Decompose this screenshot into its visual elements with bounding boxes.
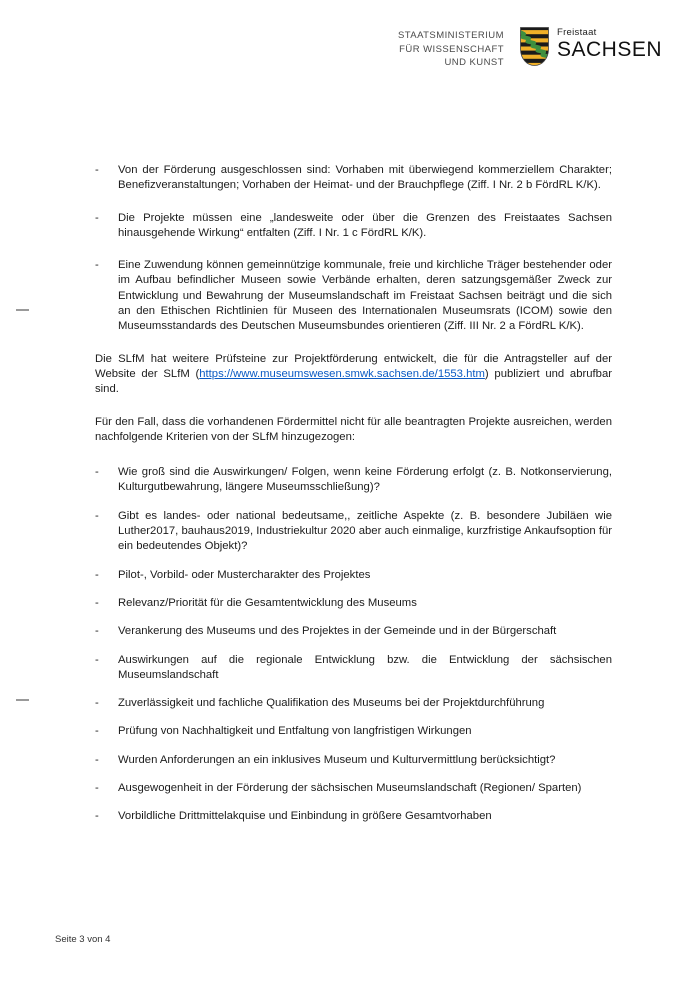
bullet-text: Zuverlässigkeit und fachliche Qualifikation des Museums bei der Projektdurchführung [118, 697, 545, 710]
bullet-text: Relevanz/Priorität für die Gesamtentwicklung des Museums [118, 596, 417, 609]
bullet-dash: - [95, 509, 99, 522]
ministry-line-1: STAATSMINISTERIUM [397, 30, 504, 41]
list-item [95, 809, 612, 824]
bullet-text: Wie groß sind die Auswirkungen/ Folgen, wenn keine Förderung erfolgt (z. B. Notkonservierung, Kulturgutbewahrung, längere Museumsschließung)? [118, 466, 612, 494]
list-item [95, 596, 612, 611]
paragraph-text-after-link: ) publiziert und abrufbar sind. [95, 367, 612, 396]
bullet-dash: - [95, 782, 99, 795]
document-body [95, 163, 612, 838]
bullet-text: Ausgewogenheit in der Förderung der sächsischen Museumslandschaft (Regionen/ Sparten) [118, 782, 582, 795]
state-label [557, 26, 662, 62]
coat-of-arms-icon [519, 26, 550, 67]
state-prefix: Freistaat [556, 27, 597, 38]
fold-mark [16, 309, 29, 311]
bullet-dash: - [95, 810, 99, 823]
bullet-list-criteria [95, 465, 612, 824]
list-item [95, 163, 612, 194]
bullet-text: Die Projekte müssen eine „landesweite oder über die Grenzen des Freistaates Sachsen hinausgehende Wirkung“ entfalten (Ziff. I Nr. 1 c FördRL K/K). [118, 211, 612, 239]
list-item [95, 211, 612, 242]
list-item [95, 753, 612, 768]
list-item [95, 696, 612, 711]
saxony-brand [519, 26, 662, 67]
list-item [95, 781, 612, 796]
list-item [95, 258, 612, 334]
bullet-text: Verankerung des Museums und des Projektes in der Gemeinde und in der Bürgerschaft [118, 625, 557, 638]
bullet-text: Von der Förderung ausgeschlossen sind: Vorhaben mit überwiegend kommerziellem Charakter; Benefizveranstaltungen; Vorhaben der Heimat- und der Brauchpflege (Ziff. I Nr. 2 b FördRL K/K). [118, 164, 612, 192]
website-link[interactable]: https://www.museumswesen.smwk.sachsen.de/1553.htm [199, 367, 485, 380]
list-item [95, 465, 612, 496]
bullet-dash: - [95, 653, 99, 666]
list-item [95, 509, 612, 555]
bullet-text: Gibt es landes- oder national bedeutsame,, zeitliche Aspekte (z. B. besondere Jubiläen wie Luther2017, bauhaus2019, Industriekultur 2020 aber auch einmalige, kurzfristige Ankaufsoption für ein bedeutendes Objekt)? [118, 509, 612, 553]
ministry-line-3: UND KUNST [444, 57, 504, 68]
bullet-text: Pilot-, Vorbild- oder Mustercharakter des Projektes [118, 568, 371, 581]
ministry-name [398, 26, 504, 70]
paragraph: Für den Fall, dass die vorhandenen Fördermittel nicht für alle beantragten Projekte ausreichen, werden nachfolgende Kriterien von der SLfM hinzugezogen: [95, 415, 612, 443]
bullet-list-top [95, 163, 612, 335]
bullet-dash: - [95, 164, 99, 176]
paragraph-text-before-link: Die SLfM hat weitere Prüfsteine zur Projektförderung entwickelt, die für die Antragsteller auf der Website der SLfM ( [95, 352, 612, 380]
bullet-dash: - [95, 259, 99, 272]
bullet-dash: - [95, 697, 99, 710]
bullet-dash: - [95, 753, 99, 766]
fold-mark [16, 699, 29, 701]
bullet-dash: - [95, 625, 99, 638]
bullet-dash: - [95, 725, 99, 738]
ministry-line-2: FÜR WISSENSCHAFT [399, 43, 504, 55]
bullet-text: Auswirkungen auf die regionale Entwicklung bzw. die Entwicklung der sächsischen Museumslandschaft [118, 653, 612, 681]
list-item [95, 653, 612, 684]
bullet-dash: - [95, 211, 99, 224]
bullet-text: Eine Zuwendung können gemeinnützige kommunale, freie und kirchliche Träger bestehender oder im Aufbau befindlicher Museen sowie Verbände erhalten, deren satzungsgemäßer Zweck zur Entwicklung und Bewahrung der Museumslandschaft im Freistaat Sachsen beiträgt und die sich an den Ethischen Richtlinien für Museen des Internationalen Museumsrats (ICOM) sowie den Museumsstandards des Deutschen Museumsbundes orientieren (Ziff. III Nr. 2 a FördRL K/K). [118, 259, 612, 333]
list-item [95, 568, 612, 583]
paragraph [95, 352, 612, 398]
bullet-dash: - [95, 466, 99, 479]
bullet-text: Prüfung von Nachhaltigkeit und Entfaltung von langfristigen Wirkungen [118, 725, 472, 738]
header-logo [398, 26, 662, 70]
bullet-dash: - [95, 596, 99, 609]
bullet-text: Vorbildliche Drittmittelakquise und Einbindung in größere Gesamtvorhaben [118, 810, 492, 823]
bullet-dash: - [95, 568, 99, 581]
list-item [95, 624, 612, 639]
page-footer: Seite 3 von 4 [55, 934, 111, 945]
state-name: SACHSEN [556, 38, 662, 61]
list-item [95, 724, 612, 739]
bullet-text: Wurden Anforderungen an ein inklusives Museum und Kulturvermittlung berücksichtigt? [118, 753, 556, 766]
